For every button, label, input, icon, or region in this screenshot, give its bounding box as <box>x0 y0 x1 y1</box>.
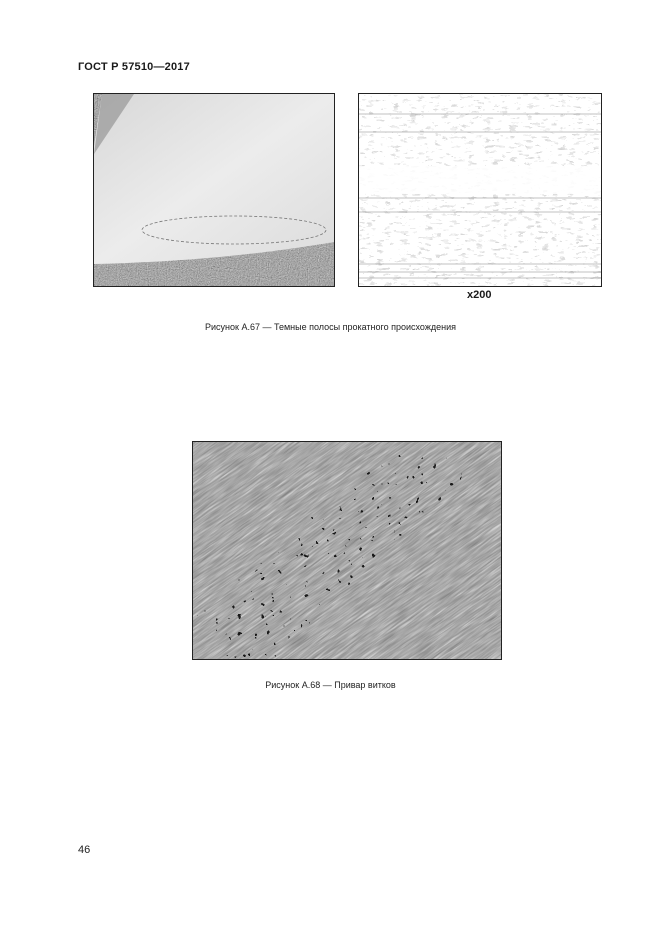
figure-a67-micrograph <box>358 93 602 287</box>
page-number: 46 <box>78 844 91 856</box>
figure-a67-caption: Рисунок А.67 — Темные полосы прокатного происхождения <box>205 322 456 332</box>
figure-a67-macro-photo <box>93 93 335 287</box>
document-header: ГОСТ Р 57510—2017 <box>78 61 190 73</box>
figure-a68-photo <box>192 441 502 660</box>
magnification-label: x200 <box>467 289 492 301</box>
figure-a68-caption: Рисунок А.68 — Привар витков <box>265 680 396 690</box>
